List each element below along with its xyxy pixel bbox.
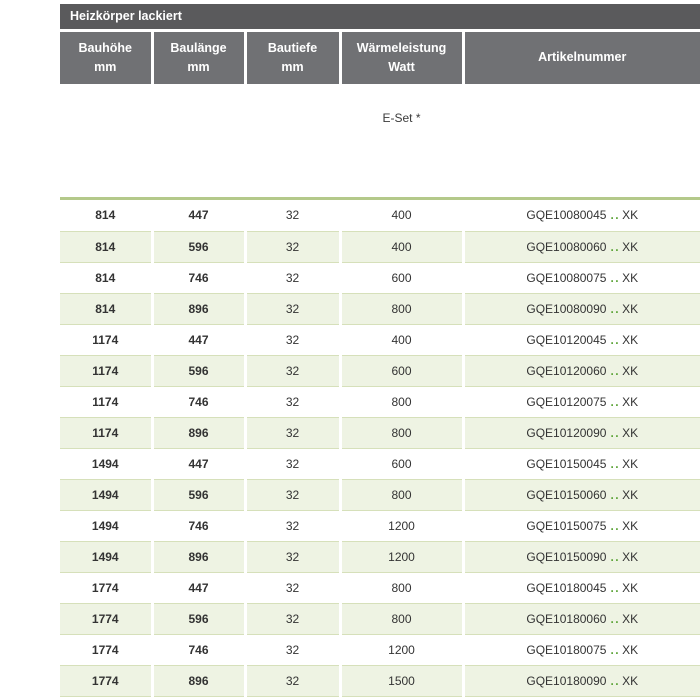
baulaenge-cell: 746 (152, 386, 245, 417)
artikelnummer-cell (463, 510, 700, 541)
artikelnummer-cell (463, 603, 700, 634)
artikelnummer-cell (463, 479, 700, 510)
column-label: Artikelnummer (538, 50, 627, 65)
table-row (60, 479, 700, 510)
column-label: Wärmeleistung (356, 40, 447, 55)
baulaenge-cell: 596 (152, 231, 245, 262)
artikel-suffix: XK (622, 642, 639, 657)
column-header-waermeleistung (340, 32, 463, 84)
baulaenge-cell: 746 (152, 510, 245, 541)
bautiefe-cell: 32 (245, 634, 340, 665)
baulaenge-cell: 447 (152, 448, 245, 479)
artikel-code: GQE10150045 (526, 456, 607, 471)
artikel-dots: .. (610, 363, 621, 378)
artikelnummer-cell (463, 262, 700, 293)
baulaenge-cell: 447 (152, 572, 245, 603)
artikel-dots: .. (610, 301, 621, 316)
bauhoehe-cell: 1494 (60, 479, 152, 510)
artikelnummer-cell (463, 293, 700, 324)
spec-table-sheet (60, 4, 700, 697)
bauhoehe-cell: 1774 (60, 572, 152, 603)
empty-cell (245, 84, 340, 197)
table-row (60, 510, 700, 541)
baulaenge-cell: 896 (152, 293, 245, 324)
artikel-suffix: XK (622, 270, 639, 285)
watt-cell: 600 (340, 448, 463, 479)
artikel-dots: .. (610, 673, 621, 688)
watt-cell: 1200 (340, 634, 463, 665)
table-row (60, 603, 700, 634)
table-row (60, 355, 700, 386)
artikelnummer-cell (463, 231, 700, 262)
baulaenge-cell: 447 (152, 200, 245, 231)
artikel-dots: .. (610, 332, 621, 347)
bauhoehe-cell: 1494 (60, 510, 152, 541)
artikelnummer-cell (463, 324, 700, 355)
baulaenge-cell: 596 (152, 603, 245, 634)
table-row (60, 324, 700, 355)
watt-cell: 800 (340, 417, 463, 448)
watt-cell: 800 (340, 603, 463, 634)
watt-cell: 600 (340, 355, 463, 386)
artikel-dots: .. (610, 208, 621, 223)
artikelnummer-cell (463, 355, 700, 386)
table-body (60, 200, 700, 696)
artikel-dots: .. (610, 425, 621, 440)
column-header-artikelnummer (463, 32, 700, 84)
artikelnummer-cell (463, 448, 700, 479)
column-label: Baulänge (170, 40, 227, 55)
artikel-code: GQE10120090 (526, 425, 607, 440)
artikel-code: GQE10180090 (526, 673, 607, 688)
artikel-dots: .. (610, 518, 621, 533)
artikel-dots: .. (610, 394, 621, 409)
baulaenge-cell: 896 (152, 541, 245, 572)
bautiefe-cell: 32 (245, 603, 340, 634)
watt-cell: 400 (340, 231, 463, 262)
bauhoehe-cell: 1174 (60, 417, 152, 448)
bautiefe-cell: 32 (245, 386, 340, 417)
artikel-code: GQE10080045 (526, 208, 607, 223)
watt-cell: 800 (340, 386, 463, 417)
bautiefe-cell: 32 (245, 355, 340, 386)
baulaenge-cell: 596 (152, 355, 245, 386)
bautiefe-cell: 32 (245, 200, 340, 231)
artikel-code: GQE10080090 (526, 301, 607, 316)
artikel-suffix: XK (622, 332, 639, 347)
table-row (60, 200, 700, 231)
artikel-suffix: XK (622, 487, 639, 502)
bauhoehe-cell: 814 (60, 231, 152, 262)
artikel-suffix: XK (622, 580, 639, 595)
bauhoehe-cell: 1174 (60, 324, 152, 355)
artikel-code: GQE10180045 (526, 580, 607, 595)
artikelnummer-cell (463, 417, 700, 448)
bauhoehe-cell: 1774 (60, 665, 152, 696)
bauhoehe-cell: 1774 (60, 603, 152, 634)
artikel-dots: .. (610, 611, 621, 626)
column-unit: mm (94, 60, 117, 74)
baulaenge-cell: 447 (152, 324, 245, 355)
bautiefe-cell: 32 (245, 262, 340, 293)
baulaenge-cell: 896 (152, 665, 245, 696)
column-header-baulaenge (152, 32, 245, 84)
artikelnummer-cell (463, 386, 700, 417)
artikelnummer-cell (463, 572, 700, 603)
artikel-suffix: XK (622, 518, 639, 533)
header-table (60, 32, 700, 197)
watt-cell: 1200 (340, 510, 463, 541)
artikel-dots: .. (610, 239, 621, 254)
column-unit: mm (187, 60, 210, 74)
artikel-code: GQE10080075 (526, 270, 607, 285)
bauhoehe-cell: 1174 (60, 355, 152, 386)
table-row (60, 448, 700, 479)
artikel-code: GQE10120045 (526, 332, 607, 347)
column-header-bautiefe (245, 32, 340, 84)
artikel-dots: .. (610, 487, 621, 502)
subheader-row (60, 84, 700, 197)
artikel-suffix: XK (622, 611, 639, 626)
artikel-dots: .. (610, 549, 621, 564)
baulaenge-cell: 596 (152, 479, 245, 510)
artikelnummer-cell (463, 665, 700, 696)
baulaenge-cell: 746 (152, 262, 245, 293)
artikel-suffix: XK (622, 549, 639, 564)
table-title: Heizkörper lackiert (60, 4, 700, 29)
bauhoehe-cell: 814 (60, 293, 152, 324)
table-row (60, 541, 700, 572)
bauhoehe-cell: 1494 (60, 448, 152, 479)
bautiefe-cell: 32 (245, 479, 340, 510)
artikel-suffix: XK (622, 363, 639, 378)
artikel-code: GQE10180075 (526, 642, 607, 657)
artikel-code: GQE10180060 (526, 611, 607, 626)
artikel-suffix: XK (622, 394, 639, 409)
artikel-suffix: XK (622, 425, 639, 440)
table-row (60, 665, 700, 696)
watt-cell: 800 (340, 293, 463, 324)
bautiefe-cell: 32 (245, 572, 340, 603)
column-label: Bauhöhe (78, 40, 132, 55)
bautiefe-cell: 32 (245, 231, 340, 262)
watt-cell: 600 (340, 262, 463, 293)
bauhoehe-cell: 1774 (60, 634, 152, 665)
bautiefe-cell: 32 (245, 665, 340, 696)
artikel-code: GQE10120075 (526, 394, 607, 409)
column-unit: mm (281, 60, 304, 74)
bauhoehe-cell: 1494 (60, 541, 152, 572)
artikel-dots: .. (610, 580, 621, 595)
artikelnummer-cell (463, 634, 700, 665)
artikel-code: GQE10150090 (526, 549, 607, 564)
artikelnummer-cell (463, 200, 700, 231)
column-header-bauhoehe (60, 32, 152, 84)
bautiefe-cell: 32 (245, 510, 340, 541)
watt-cell: 1500 (340, 665, 463, 696)
artikel-suffix: XK (622, 456, 639, 471)
watt-cell: 800 (340, 479, 463, 510)
bauhoehe-cell: 1174 (60, 386, 152, 417)
column-unit: Watt (388, 60, 415, 74)
artikel-code: GQE10080060 (526, 239, 607, 254)
watt-cell: 1200 (340, 541, 463, 572)
baulaenge-cell: 746 (152, 634, 245, 665)
table-row (60, 417, 700, 448)
bauhoehe-cell: 814 (60, 200, 152, 231)
artikel-suffix: XK (622, 239, 639, 254)
artikelnummer-cell (463, 541, 700, 572)
artikel-dots: .. (610, 456, 621, 471)
artikel-code: GQE10150075 (526, 518, 607, 533)
artikel-suffix: XK (622, 208, 639, 223)
artikel-dots: .. (610, 642, 621, 657)
bautiefe-cell: 32 (245, 541, 340, 572)
table-row (60, 634, 700, 665)
table-row (60, 386, 700, 417)
bautiefe-cell: 32 (245, 448, 340, 479)
baulaenge-cell: 896 (152, 417, 245, 448)
watt-cell: 400 (340, 324, 463, 355)
empty-cell (152, 84, 245, 197)
artikel-dots: .. (610, 270, 621, 285)
artikel-suffix: XK (622, 673, 639, 688)
artikel-code: GQE10120060 (526, 363, 607, 378)
table-row (60, 231, 700, 262)
table-row (60, 572, 700, 603)
bautiefe-cell: 32 (245, 417, 340, 448)
bautiefe-cell: 32 (245, 324, 340, 355)
empty-cell (463, 84, 700, 197)
column-label: Bautiefe (267, 40, 318, 55)
empty-cell (60, 84, 152, 197)
table-row (60, 293, 700, 324)
data-table (60, 200, 700, 697)
column-header-row (60, 32, 700, 84)
artikel-code: GQE10150060 (526, 487, 607, 502)
bauhoehe-cell: 814 (60, 262, 152, 293)
artikel-suffix: XK (622, 301, 639, 316)
bautiefe-cell: 32 (245, 293, 340, 324)
table-row (60, 262, 700, 293)
watt-cell: 400 (340, 200, 463, 231)
watt-cell: 800 (340, 572, 463, 603)
subheader-eset: E-Set * (340, 84, 463, 197)
